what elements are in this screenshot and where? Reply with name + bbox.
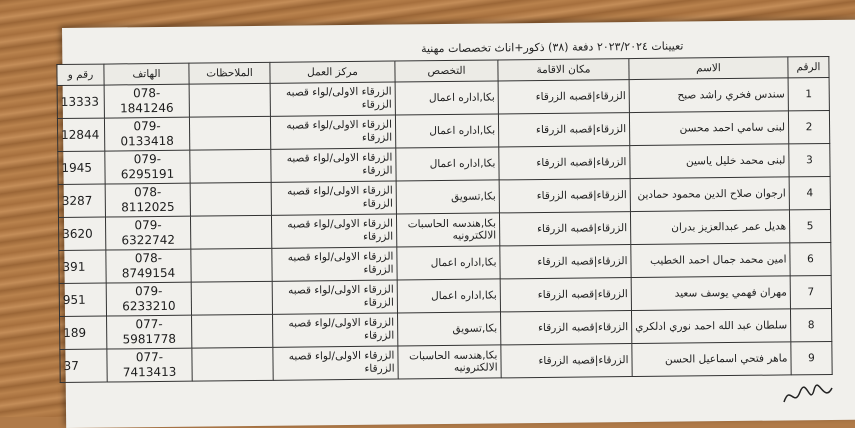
table-row bbox=[60, 341, 832, 382]
cell-num: 1 bbox=[788, 77, 829, 110]
cell-num: 4 bbox=[789, 176, 830, 209]
appointments-table bbox=[56, 56, 832, 383]
cell-specialty: بكا,تسويق bbox=[398, 312, 501, 346]
cell-workplace: الزرقاء الاولى/لواء قصبه الزرقاء bbox=[271, 181, 396, 215]
cell-residence: الزرقاء|قصبه الزرقاء bbox=[499, 212, 630, 246]
cell-num: 2 bbox=[788, 110, 829, 143]
cell-notes bbox=[190, 149, 271, 183]
cell-natid: 189 bbox=[60, 316, 107, 349]
header-workplace: مركز العمل bbox=[270, 61, 395, 83]
document-title: تعيينات ٢٠٢٣/٢٠٢٤ دفعة (٣٨) ذكور+اناث تخصصات مهنية bbox=[420, 39, 684, 56]
cell-phone: 078-8749154 bbox=[106, 249, 191, 283]
cell-residence: الزرقاء|قصبه الزرقاء bbox=[500, 245, 631, 279]
cell-residence: الزرقاء|قصبه الزرقاء bbox=[498, 80, 629, 114]
cell-residence: الزرقاء|قصبه الزرقاء bbox=[499, 179, 630, 213]
cell-specialty: بكا,هندسه الحاسبات الالكترونيه bbox=[396, 213, 499, 247]
cell-notes bbox=[190, 215, 271, 249]
cell-phone: 079-6295191 bbox=[105, 150, 190, 184]
cell-residence: الزرقاء|قصبه الزرقاء bbox=[499, 146, 630, 180]
cell-num: 6 bbox=[790, 242, 831, 275]
cell-notes bbox=[189, 83, 270, 117]
cell-natid: 1945 bbox=[58, 151, 105, 184]
cell-natid: 3620 bbox=[58, 217, 105, 250]
cell-name: مهران فهمي يوسف سعيد bbox=[631, 276, 790, 311]
cell-notes bbox=[192, 347, 273, 381]
header-specialty: التخصص bbox=[395, 60, 498, 82]
cell-phone: 077-7413413 bbox=[107, 348, 192, 382]
cell-workplace: الزرقاء الاولى/لواء قصبه الزرقاء bbox=[272, 247, 397, 281]
cell-specialty: بكا,تسويق bbox=[396, 180, 499, 214]
cell-notes bbox=[189, 116, 270, 150]
cell-num: 3 bbox=[789, 143, 830, 176]
cell-natid: 391 bbox=[59, 250, 106, 283]
cell-name: لبنى محمد خليل ياسين bbox=[630, 144, 789, 179]
cell-num: 7 bbox=[790, 275, 831, 308]
cell-notes bbox=[190, 182, 271, 216]
cell-notes bbox=[191, 248, 272, 282]
table-body bbox=[57, 77, 832, 382]
cell-natid: 951 bbox=[59, 283, 106, 316]
header-phone: الهاتف bbox=[104, 63, 189, 85]
cell-residence: الزرقاء|قصبه الزرقاء bbox=[498, 113, 629, 147]
cell-phone: 078-8112025 bbox=[105, 183, 190, 217]
cell-phone: 079-6322742 bbox=[105, 216, 190, 250]
cell-num: 9 bbox=[791, 341, 832, 374]
cell-workplace: الزرقاء الاولى/لواء قصبه الزرقاء bbox=[272, 280, 397, 314]
cell-specialty: بكا,اداره اعمال bbox=[397, 279, 500, 313]
header-notes: الملاحظات bbox=[189, 62, 270, 84]
cell-num: 5 bbox=[789, 209, 830, 242]
cell-phone: 077-5981778 bbox=[107, 315, 192, 349]
cell-residence: الزرقاء|قصبه الزرقاء bbox=[500, 311, 631, 345]
cell-workplace: الزرقاء الاولى/لواء قصبه الزرقاء bbox=[271, 148, 396, 182]
cell-specialty: بكا,اداره اعمال bbox=[397, 246, 500, 280]
cell-natid: 13333 bbox=[57, 85, 104, 118]
signature-scribble bbox=[780, 380, 840, 410]
cell-name: سلطان عبد الله احمد نوري ادلكري bbox=[631, 309, 790, 344]
header-residence: مكان الاقامة bbox=[498, 59, 629, 81]
cell-natid: 37 bbox=[60, 349, 107, 382]
document-sheet bbox=[62, 20, 855, 428]
cell-residence: الزرقاء|قصبه الزرقاء bbox=[500, 278, 631, 312]
cell-phone: 078-1841246 bbox=[104, 84, 189, 118]
cell-workplace: الزرقاء الاولى/لواء قصبه الزرقاء bbox=[270, 115, 395, 149]
cell-workplace: الزرقاء الاولى/لواء قصبه الزرقاء bbox=[270, 82, 395, 116]
cell-workplace: الزرقاء الاولى/لواء قصبه الزرقاء bbox=[271, 214, 396, 248]
cell-num: 8 bbox=[790, 308, 831, 341]
cell-residence: الزرقاء|قصبه الزرقاء bbox=[501, 344, 632, 378]
cell-workplace: الزرقاء الاولى/لواء قصبه الزرقاء bbox=[273, 346, 398, 380]
header-natid: رقم و bbox=[57, 64, 104, 85]
cell-workplace: الزرقاء الاولى/لواء قصبه الزرقاء bbox=[273, 313, 398, 347]
cell-natid: 12844 bbox=[57, 118, 104, 151]
cell-specialty: بكا,اداره اعمال bbox=[395, 114, 498, 148]
cell-name: سندس فخري راشد صبح bbox=[629, 78, 788, 113]
cell-natid: 3287 bbox=[58, 184, 105, 217]
cell-notes bbox=[192, 314, 273, 348]
header-num: الرقم bbox=[788, 56, 829, 77]
cell-phone: 079-6233210 bbox=[106, 282, 191, 316]
cell-phone: 079-0133418 bbox=[104, 117, 189, 151]
header-name: الاسم bbox=[629, 57, 788, 80]
cell-name: ارجوان صلاح الدين محمود حمادين bbox=[630, 177, 789, 212]
cell-name: امين محمد جمال احمد الخطيب bbox=[631, 243, 790, 278]
cell-name: هديل عمر عبدالعزيز بدران bbox=[630, 210, 789, 245]
cell-specialty: بكا,هندسه الحاسبات الالكترونيه bbox=[398, 345, 501, 379]
cell-specialty: بكا,اداره اعمال bbox=[396, 147, 499, 181]
cell-name: لبنى سامي احمد محسن bbox=[629, 111, 788, 146]
cell-specialty: بكا,اداره اعمال bbox=[395, 81, 498, 115]
cell-notes bbox=[191, 281, 272, 315]
cell-name: ماهر فتحي اسماعيل الحسن bbox=[632, 342, 791, 377]
